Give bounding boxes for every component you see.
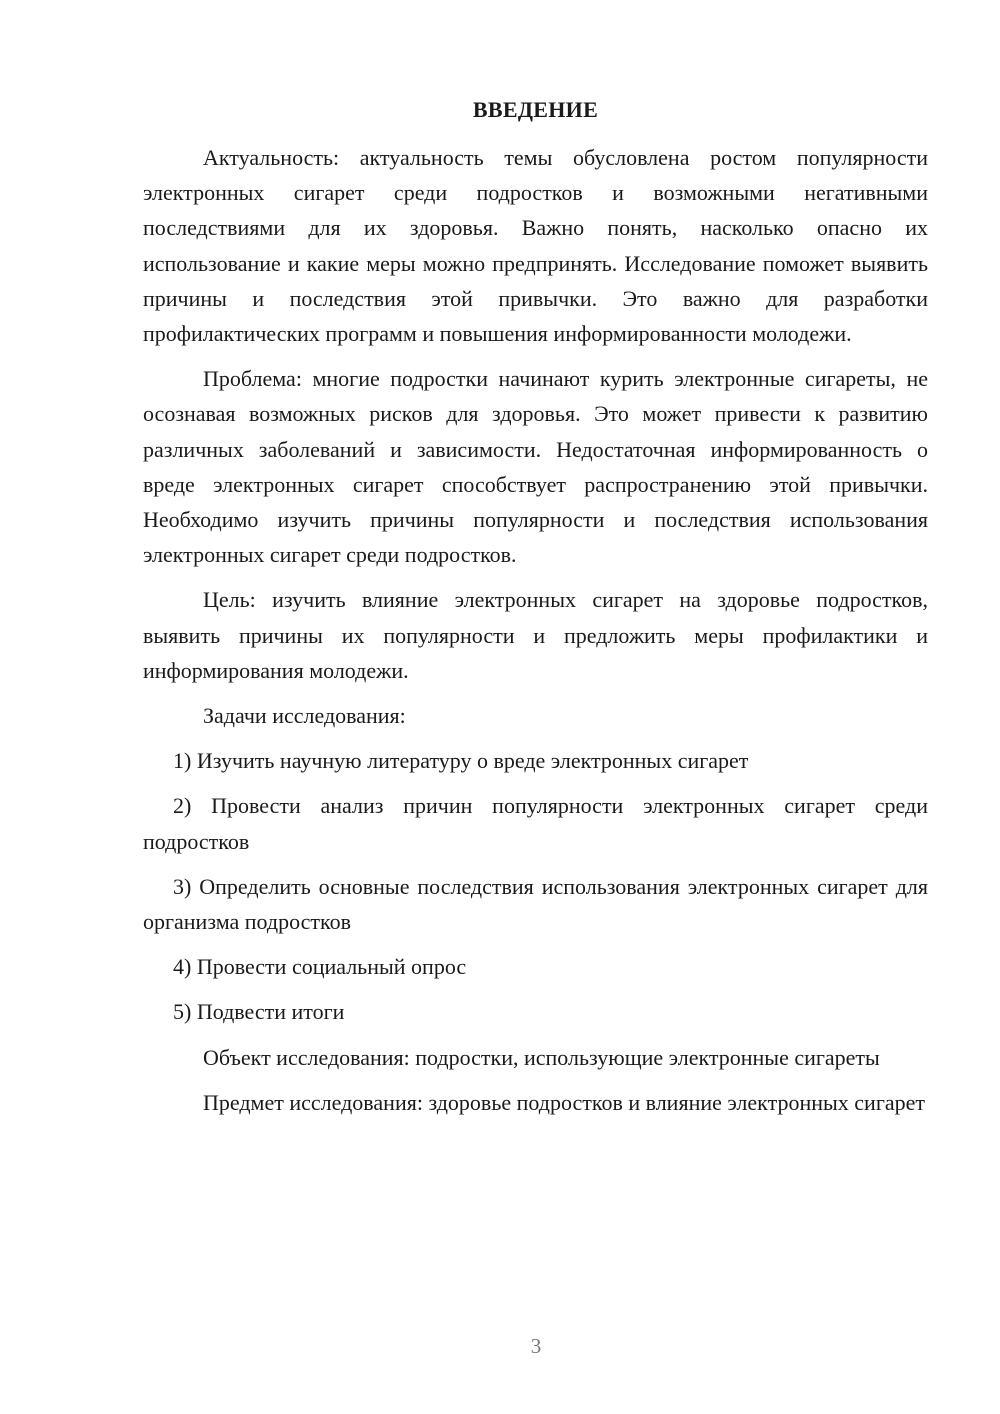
document-body	[143, 140, 928, 1130]
research-object-paragraph: Объект исследования: подростки, использующие электронные сигареты	[203, 1044, 880, 1070]
problem-paragraph: Проблема: многие подростки начинают курить электронные сигареты, не осознавая возможных рисков для здоровья. Это может привести к развитию различных заболеваний и зависимости. Недостаточная информированность о вреде электронных сигарет способствует распространению этой привычки. Необходимо изучить причины популярности и последствия использования электронных сигарет среди подростков.	[143, 366, 928, 568]
goal-paragraph: Цель: изучить влияние электронных сигарет на здоровье подростков, выявить причины их популярности и предложить меры профилактики и информирования молодежи.	[143, 587, 928, 683]
task-item-5: 5) Подвести итоги	[173, 999, 345, 1025]
task-item-4: 4) Провести социальный опрос	[173, 954, 467, 980]
task-item-2: 2) Провести анализ причин популярности электронных сигарет среди подростков	[143, 793, 928, 854]
page-number: 3	[530, 1334, 542, 1358]
relevance-paragraph: Актуальность: актуальность темы обусловлена ростом популярности электронных сигарет среди подростков и возможными негативными последствиями для их здоровья. Важно понять, насколько опасно их использование и какие меры можно предпринять. Исследование поможет выявить причины и последствия этой привычки. Это важно для разработки профилактических программ и повышения информированности молодежи.	[143, 145, 928, 347]
task-item-3: 3) Определить основные последствия использования электронных сигарет для организма подростков	[143, 873, 928, 935]
research-subject-paragraph: Предмет исследования: здоровье подростков и влияние электронных сигарет	[203, 1089, 925, 1115]
tasks-title: Задачи исследования:	[203, 703, 406, 729]
section-heading: ВВЕДЕНИЕ	[472, 97, 599, 122]
task-item-1: 1) Изучить научную литературу о вреде электронных сигарет	[173, 748, 749, 774]
